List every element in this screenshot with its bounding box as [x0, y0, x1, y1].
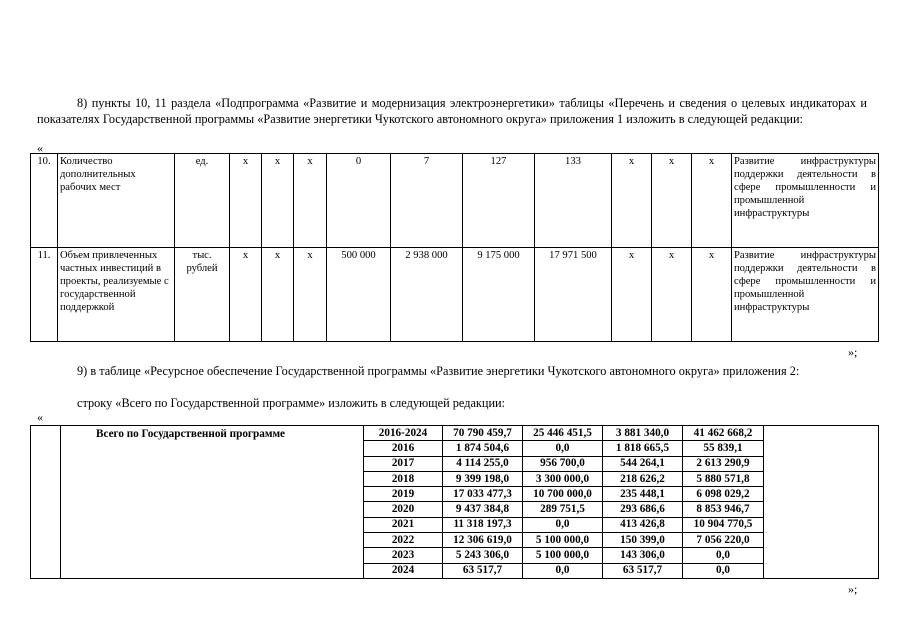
amount-cell: 41 462 668,2 [683, 426, 764, 441]
year-cell: 2022 [364, 533, 443, 548]
amount-cell: 293 686,6 [603, 502, 683, 517]
cell-name: Количество дополнительных рабочих мест [58, 154, 175, 248]
amount-cell: 25 446 451,5 [523, 426, 603, 441]
cell-program: Развитие инфраструктуры поддержки деятельности в сфере промышленности и промышленной инфраструктуры [732, 248, 879, 342]
amount-cell: 0,0 [683, 563, 764, 578]
amount-cell: 55 839,1 [683, 441, 764, 456]
paragraph-8: 8) пункты 10, 11 раздела «Подпрограмма «Развитие и модернизация электроэнергетики» таблицы «Перечень и сведения о целевых индикаторах и показателях Государственной программы «Развитие энергетики Чукотского автономного округа» приложения 1 изложить в следующей редакции: [37, 96, 867, 126]
amount-cell: 0,0 [523, 441, 603, 456]
amount-cell: 7 056 220,0 [683, 533, 764, 548]
amount-cell: 0,0 [683, 548, 764, 563]
amount-cell: 63 517,7 [443, 563, 523, 578]
year-cell: 2018 [364, 471, 443, 486]
amount-cell: 63 517,7 [603, 563, 683, 578]
amount-cell: 3 300 000,0 [523, 471, 603, 486]
amount-cell: 218 626,2 [603, 471, 683, 486]
amount-cell: 235 448,1 [603, 487, 683, 502]
cell-v3: 9 175 000 [463, 248, 535, 342]
amount-cell: 5 100 000,0 [523, 548, 603, 563]
amount-cell: 5 243 306,0 [443, 548, 523, 563]
indicators-table [30, 153, 879, 342]
amount-cell: 1 874 504,6 [443, 441, 523, 456]
open-quote-1: « [37, 141, 43, 155]
cell-program: Развитие инфраструктуры поддержки деятельности в сфере промышленности и промышленной инфраструктуры [732, 154, 879, 248]
amount-cell: 3 881 340,0 [603, 426, 683, 441]
amount-cell: 11 318 197,3 [443, 517, 523, 532]
amount-cell: 5 100 000,0 [523, 533, 603, 548]
cell-c2: х [262, 248, 294, 342]
cell-c2: х [262, 154, 294, 248]
amount-cell: 4 114 255,0 [443, 456, 523, 471]
amount-cell: 9 399 198,0 [443, 471, 523, 486]
amount-cell: 8 853 946,7 [683, 502, 764, 517]
cell-v1: 0 [327, 154, 391, 248]
blank-cell [764, 426, 879, 579]
year-cell: 2017 [364, 456, 443, 471]
cell-v4: 133 [535, 154, 612, 248]
cell-c5: х [652, 248, 692, 342]
amount-cell: 0,0 [523, 517, 603, 532]
cell-v2: 7 [391, 154, 463, 248]
amount-cell: 9 437 384,8 [443, 502, 523, 517]
resource-row [31, 426, 879, 441]
year-cell: 2023 [364, 548, 443, 563]
cell-c5: х [652, 154, 692, 248]
paragraph-9b: строку «Всего по Государственной программе» изложить в следующей редакции: [77, 396, 506, 410]
total-label: Всего по Государственной программе [61, 426, 364, 579]
amount-cell: 5 880 571,8 [683, 471, 764, 486]
empty-cell [31, 426, 61, 579]
amount-cell: 2 613 290,9 [683, 456, 764, 471]
cell-num: 10. [31, 154, 58, 248]
indicator-row [31, 154, 879, 248]
cell-unit: тыс. рублей [175, 248, 230, 342]
cell-v1: 500 000 [327, 248, 391, 342]
cell-c3: х [294, 248, 327, 342]
amount-cell: 143 306,0 [603, 548, 683, 563]
amount-cell: 413 426,8 [603, 517, 683, 532]
paragraph-9: 9) в таблице «Ресурсное обеспечение Государственной программы «Развитие энергетики Чукотского автономного округа» приложения 2: [77, 364, 800, 378]
cell-c3: х [294, 154, 327, 248]
cell-c6: х [692, 248, 732, 342]
cell-num: 11. [31, 248, 58, 342]
amount-cell: 70 790 459,7 [443, 426, 523, 441]
cell-v4: 17 971 500 [535, 248, 612, 342]
amount-cell: 0,0 [523, 563, 603, 578]
year-cell: 2016-2024 [364, 426, 443, 441]
amount-cell: 10 700 000,0 [523, 487, 603, 502]
year-cell: 2020 [364, 502, 443, 517]
cell-c6: х [692, 154, 732, 248]
amount-cell: 150 399,0 [603, 533, 683, 548]
resources-table [30, 425, 879, 579]
amount-cell: 6 098 029,2 [683, 487, 764, 502]
amount-cell: 12 306 619,0 [443, 533, 523, 548]
amount-cell: 956 700,0 [523, 456, 603, 471]
close-quote-2: »; [848, 582, 858, 596]
amount-cell: 544 264,1 [603, 456, 683, 471]
year-cell: 2024 [364, 563, 443, 578]
year-cell: 2019 [364, 487, 443, 502]
cell-v3: 127 [463, 154, 535, 248]
cell-c4: х [612, 248, 652, 342]
amount-cell: 1 818 665,5 [603, 441, 683, 456]
amount-cell: 289 751,5 [523, 502, 603, 517]
amount-cell: 17 033 477,3 [443, 487, 523, 502]
cell-v2: 2 938 000 [391, 248, 463, 342]
cell-c1: х [230, 248, 262, 342]
amount-cell: 10 904 770,5 [683, 517, 764, 532]
cell-c4: х [612, 154, 652, 248]
open-quote-2: « [37, 410, 43, 424]
close-quote-1: »; [848, 345, 858, 359]
cell-c1: х [230, 154, 262, 248]
year-cell: 2021 [364, 517, 443, 532]
indicator-row [31, 248, 879, 342]
cell-name: Объем привлеченных частных инвестиций в проекты, реализуемые с государственной поддержкой [58, 248, 175, 342]
cell-unit: ед. [175, 154, 230, 248]
year-cell: 2016 [364, 441, 443, 456]
